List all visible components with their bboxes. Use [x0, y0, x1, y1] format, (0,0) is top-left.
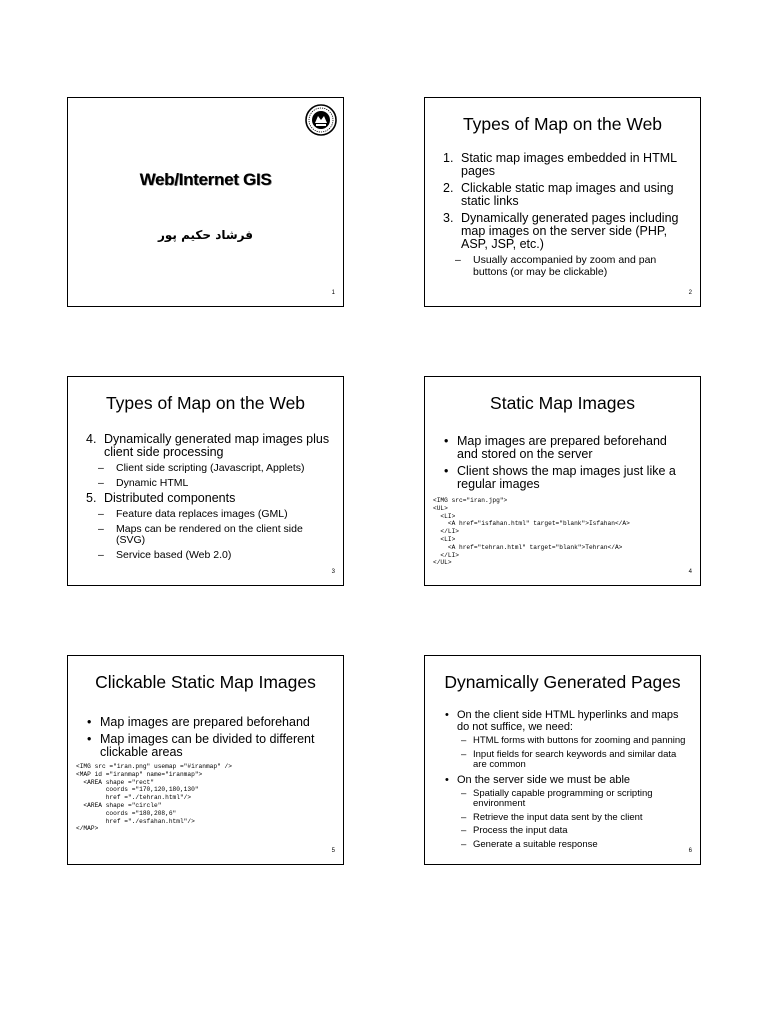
bullet-item — [80, 733, 333, 759]
bullet-item — [437, 774, 690, 786]
sub-item-text: Retrieve the input data sent by the client — [473, 811, 643, 823]
numbered-item — [437, 152, 690, 178]
item-number: 3. — [443, 211, 454, 225]
bullet-text: Map images are prepared beforehand and stored on the server — [457, 434, 667, 461]
sub-item — [437, 826, 690, 837]
sub-item-text: Process the input data — [473, 825, 568, 836]
item-text: Distributed components — [104, 491, 236, 505]
slide-body — [80, 433, 333, 564]
dash-marker: – — [461, 787, 467, 799]
page-number: 3 — [331, 569, 335, 575]
author-name: فرشاد حکیم پور — [157, 228, 253, 242]
bullet-text: Map images can be divided to different clickable areas — [100, 732, 315, 759]
university-seal-icon — [305, 104, 337, 136]
dash-marker: – — [461, 838, 467, 850]
numbered-item — [80, 433, 333, 459]
bullet-marker: • — [444, 434, 449, 448]
sub-item — [80, 478, 333, 490]
sub-item-text: Usually accompanied by zoom and pan buttons (or may be clickable) — [473, 254, 657, 278]
dash-marker: – — [461, 811, 467, 823]
dash-marker: – — [98, 522, 104, 535]
slide-body — [437, 709, 690, 853]
dash-marker: – — [98, 462, 104, 474]
dash-marker: – — [98, 548, 104, 561]
bullet-text: Client shows the map images just like a regular images — [457, 464, 676, 491]
item-number: 1. — [443, 151, 454, 165]
sub-item — [437, 789, 690, 810]
slide-1 — [67, 97, 344, 307]
sub-item — [437, 736, 690, 747]
slide-5 — [67, 655, 344, 865]
sub-item — [80, 463, 333, 475]
sub-item-text: Dynamic HTML — [116, 476, 189, 489]
slide-title: Static Map Images — [490, 393, 635, 413]
bullet-item — [437, 465, 690, 491]
slide-4 — [424, 376, 701, 586]
item-text: Clickable static map images and using static links — [461, 181, 674, 208]
slide-body — [76, 715, 333, 833]
sub-item-text: Maps can be rendered on the client side (SVG) — [116, 522, 303, 546]
sub-item-text: Service based (Web 2.0) — [116, 548, 232, 561]
dash-marker: – — [461, 735, 467, 746]
sub-item — [80, 509, 333, 521]
slide-title: Types of Map on the Web — [105, 393, 306, 413]
slide-title: Types of Map on the Web — [462, 114, 663, 134]
slide-6 — [424, 655, 701, 865]
bullet-marker: • — [445, 709, 449, 721]
bullet-item — [80, 716, 333, 729]
item-text: Dynamically generated pages including map images on the server side (PHP, ASP, JSP, etc.) — [461, 211, 679, 251]
code-block: <IMG src ="iran.png" usemap ="#iranmap" /> <MAP id ="iranmap" name="iranmap"> <AREA shape ="rect" coords ="170,120,180,130" href ="./tehran.html"/> <AREA shape ="circle" coords ="180,208,6" href ="./esfahan.html"/> </MAP> — [76, 763, 232, 833]
sub-item-text: HTML forms with buttons for zooming and panning — [473, 735, 686, 746]
bullet-marker: • — [87, 715, 92, 729]
slide-2 — [424, 97, 701, 307]
item-text: Dynamically generated map images plus client side processing — [104, 432, 330, 459]
bullet-item — [437, 435, 690, 461]
bullet-text: On the server side we must be able — [457, 773, 631, 786]
slide-body — [437, 152, 690, 281]
bullet-marker: • — [445, 773, 449, 786]
item-number: 2. — [443, 181, 454, 195]
bullet-item — [437, 709, 690, 733]
slide-title: Clickable Static Map Images — [95, 672, 316, 692]
sub-item — [437, 255, 690, 278]
dash-marker: – — [455, 254, 461, 266]
dash-marker: – — [461, 825, 467, 836]
sub-item — [80, 550, 333, 562]
bullet-text: Map images are prepared beforehand — [100, 715, 310, 729]
bullet-marker: • — [444, 464, 449, 478]
sub-item-text: Spatially capable programming or scripting environment — [473, 787, 653, 809]
sub-item — [80, 524, 333, 547]
sub-item-text: Input fields for search keywords and similar data are common — [473, 748, 677, 770]
slide-3 — [67, 376, 344, 586]
bullet-text: On the client side HTML hyperlinks and maps do not suffice, we need: — [457, 709, 679, 733]
sub-item — [437, 813, 690, 824]
page-number: 4 — [688, 569, 692, 575]
sub-item-text: Feature data replaces images (GML) — [116, 508, 288, 520]
item-number: 4. — [86, 432, 97, 446]
page-number: 1 — [331, 290, 335, 296]
bullet-marker: • — [87, 732, 92, 746]
numbered-item — [437, 182, 690, 208]
sub-item — [437, 840, 690, 851]
slide-title: Dynamically Generated Pages — [444, 672, 681, 692]
sub-item — [437, 750, 690, 771]
code-block: <IMG src="iran.jpg"> <UL> <LI> <A href="isfahan.html" target="blank">Isfahan</A> </LI> <LI> <A href="tehran.html" target="blank">Tehran</A> </LI> </UL> — [433, 497, 630, 567]
dash-marker: – — [461, 748, 467, 760]
item-number: 5. — [86, 491, 97, 505]
page-number: 2 — [688, 290, 692, 296]
slide-title: Web/Internet GIS — [139, 170, 272, 189]
slide-body — [433, 434, 690, 567]
page-number: 5 — [331, 848, 335, 854]
dash-marker: – — [98, 508, 104, 520]
page-number: 6 — [688, 848, 692, 854]
sub-item-text: Client side scripting (Javascript, Applets) — [116, 462, 305, 474]
numbered-item — [80, 492, 333, 505]
sub-item-text: Generate a suitable response — [473, 838, 598, 850]
numbered-item — [437, 212, 690, 251]
dash-marker: – — [98, 476, 104, 489]
item-text: Static map images embedded in HTML pages — [461, 151, 677, 178]
